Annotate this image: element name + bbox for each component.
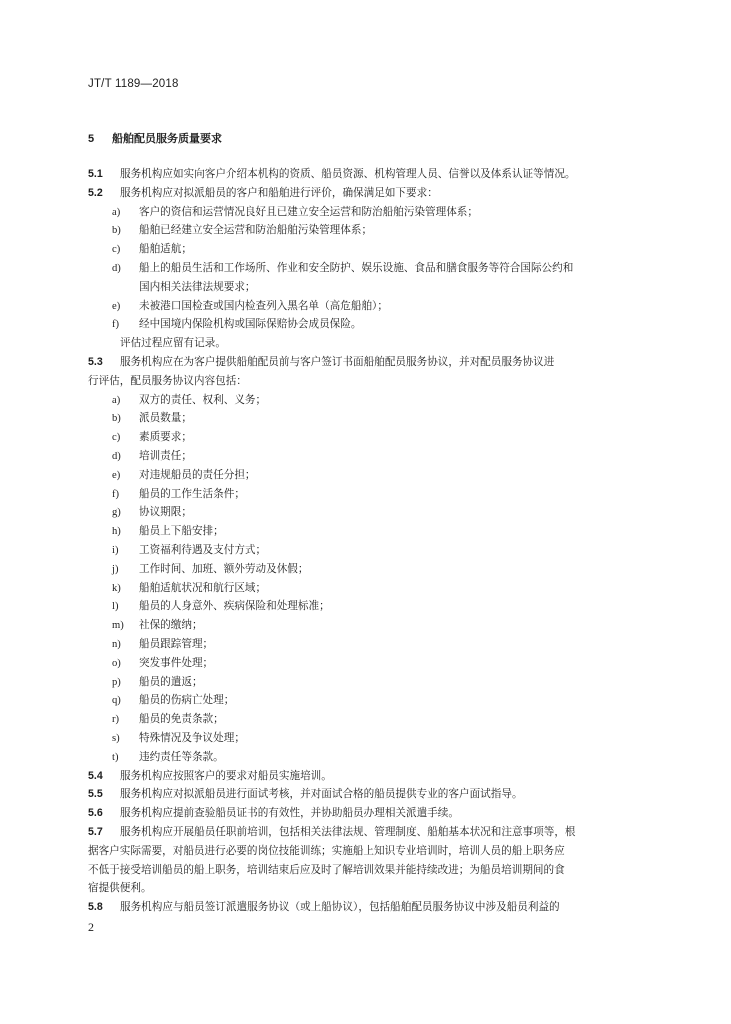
list-item [112, 205, 478, 220]
list-item-letter: j) [112, 563, 119, 575]
line-text: 经中国境内保险机构或国际保赔协会成员保险。 [139, 318, 362, 331]
clause-number: 5.4 [88, 769, 103, 782]
list-item [112, 562, 309, 577]
section-heading [88, 130, 222, 146]
list-item [112, 750, 224, 765]
line-text: 行评估，配员服务协议内容包括： [88, 374, 247, 387]
list-item [112, 449, 192, 464]
line-text: 船舶适航状况和航行区域； [139, 581, 267, 594]
clause-line [88, 186, 438, 201]
list-item [112, 430, 192, 445]
line-text: 服务机构应提前查验船员证书的有效性，并协助船员办理相关派遣手续。 [120, 807, 459, 820]
clause-number: 5.5 [88, 788, 103, 801]
clause-number: 5.1 [88, 168, 103, 180]
line-text: 服务机构应如实向客户介绍本机构的资质、船员资源、机构管理人员、信誉以及体系认证等情况。 [120, 168, 576, 180]
clause-line [88, 769, 332, 784]
text-line [88, 844, 565, 859]
list-item [112, 487, 245, 502]
line-text: 船舶适航； [139, 243, 192, 256]
line-text: 服务机构应对拟派船员进行面试考核，并对面试合格的船员提供专业的客户面试指导。 [120, 788, 523, 801]
line-text: 据客户实际需要，对船员进行必要的岗位技能训练；实施船上知识专业培训时，培训人员的船上职务应 [88, 844, 565, 857]
text-line [88, 881, 152, 896]
list-item-letter: g) [112, 507, 121, 519]
line-text: 船员的人身意外、疾病保险和处理标准； [139, 600, 330, 613]
clause-line [88, 787, 523, 802]
list-item-letter: d) [112, 263, 121, 274]
list-item-letter: r) [112, 714, 120, 726]
line-text: 未被港口国检查或国内检查列入黑名单（高危船舶）； [139, 299, 388, 312]
line-text: 服务机构应与船员签订派遣服务协议（或上船协议），包括船舶配员服务协议中涉及船员利益的 [120, 901, 560, 914]
list-item-letter: c) [112, 244, 121, 256]
line-text: 社保的缴纳； [139, 619, 203, 632]
list-item [112, 581, 266, 596]
list-item [112, 543, 266, 558]
line-text: 国内相关法律法规要求； [139, 280, 256, 293]
list-item-letter: n) [112, 639, 121, 650]
line-text: 船员的遣返； [139, 675, 203, 688]
clause-number: 5.8 [88, 901, 103, 914]
list-item [112, 618, 203, 633]
line-text: 船员的工作生活条件； [139, 487, 245, 500]
line-text: 评估过程应留有记录。 [120, 337, 226, 350]
list-item [112, 731, 245, 746]
line-text: 服务机构应对拟派船员的客户和船舶进行评价，确保满足如下要求： [120, 186, 438, 199]
list-item [112, 261, 573, 276]
clause-line [88, 825, 576, 840]
list-item [112, 468, 256, 483]
list-item-letter: s) [112, 733, 120, 744]
line-text: 素质要求； [139, 431, 192, 444]
line-text: 客户的资信和运营情况良好且已建立安全运营和防治船舶污染管理体系； [139, 205, 478, 218]
line-text: 服务机构应开展船员任职前培训，包括相关法律法规、管理制度、船舶基本状况和注意事项等，根 [120, 826, 576, 838]
clause-line [88, 900, 560, 915]
line-text: 宿提供便利。 [88, 882, 152, 895]
list-item-letter: q) [112, 695, 121, 707]
list-item [112, 599, 330, 614]
list-item [112, 223, 372, 238]
list-item [112, 411, 192, 426]
list-item [112, 656, 213, 671]
list-item [112, 524, 224, 539]
list-item-letter: k) [112, 582, 121, 594]
clause-number: 5.6 [88, 807, 103, 820]
line-text: 工资福利待遇及支付方式； [139, 544, 267, 556]
clause-number: 5.7 [88, 826, 103, 838]
clause-number: 5.3 [88, 356, 103, 368]
page-number: 2 [88, 920, 94, 934]
list-item-letter: e) [112, 469, 121, 481]
list-item [112, 675, 203, 690]
line-text: 服务机构应在为客户提供船舶配员前与客户签订书面船舶配员服务协议，并对配员服务协议进 [120, 356, 555, 368]
clause-line [88, 806, 459, 821]
list-item-letter: h) [112, 526, 121, 538]
section-title: 船舶配员服务质量要求 [112, 132, 222, 145]
list-item-letter: f) [112, 488, 120, 500]
line-text: 船舶已经建立安全运营和防治船舶污染管理体系； [139, 224, 373, 237]
list-item [112, 317, 361, 332]
line-text: 违约责任等条款。 [139, 750, 224, 763]
section-number: 5 [88, 133, 95, 145]
clause-number: 5.2 [88, 186, 103, 199]
line-text: 船员的免责条款； [139, 713, 224, 726]
line-text: 服务机构应按照客户的要求对船员实施培训。 [120, 769, 332, 782]
list-item-letter: m) [112, 620, 124, 632]
list-item [112, 712, 224, 727]
text-line [120, 336, 226, 351]
line-text: 船员的伤病亡处理； [139, 694, 235, 707]
list-item [112, 637, 213, 652]
text-line [139, 280, 256, 295]
list-item [112, 505, 192, 520]
list-item-letter: e) [112, 300, 121, 312]
list-item-letter: p) [112, 676, 121, 688]
line-text: 工作时间、加班、额外劳动及休假； [139, 562, 309, 575]
line-text: 突发事件处理； [139, 656, 214, 669]
list-item-letter: l) [112, 601, 119, 613]
line-text: 协议期限； [139, 506, 192, 519]
list-item [112, 393, 266, 408]
line-text: 派员数量； [139, 412, 192, 425]
standard-code-header: JT/T 1189—2018 [88, 78, 179, 90]
line-text: 双方的责任、权利、义务； [139, 393, 267, 406]
text-line [88, 374, 247, 389]
line-text: 不低于接受培训船员的船上职务，培训结束后应及时了解培训效果并能持续改进；为船员培训期间的食 [88, 863, 565, 876]
line-text: 培训责任； [139, 450, 192, 462]
line-text: 特殊情况及争议处理； [139, 732, 245, 744]
list-item-letter: t) [112, 751, 119, 763]
list-item-letter: o) [112, 657, 121, 669]
line-text: 船员跟踪管理； [139, 638, 214, 650]
list-item-letter: c) [112, 432, 121, 444]
list-item-letter: a) [112, 206, 121, 218]
line-text: 船上的船员生活和工作场所、作业和安全防护、娱乐设施、食品和膳食服务等符合国际公约和 [139, 262, 574, 274]
list-item-letter: i) [112, 545, 119, 556]
list-item-letter: f) [112, 319, 120, 331]
list-item-letter: a) [112, 394, 121, 406]
list-item-letter: d) [112, 451, 121, 462]
list-item-letter: b) [112, 225, 121, 237]
clause-line [88, 355, 554, 370]
list-item [112, 299, 388, 314]
line-text: 船员上下船安排； [139, 525, 224, 538]
list-item-letter: b) [112, 413, 121, 425]
line-text: 对违规船员的责任分担； [139, 468, 256, 481]
text-line [88, 863, 565, 878]
clause-line [88, 167, 576, 182]
list-item [112, 242, 192, 257]
list-item [112, 693, 234, 708]
